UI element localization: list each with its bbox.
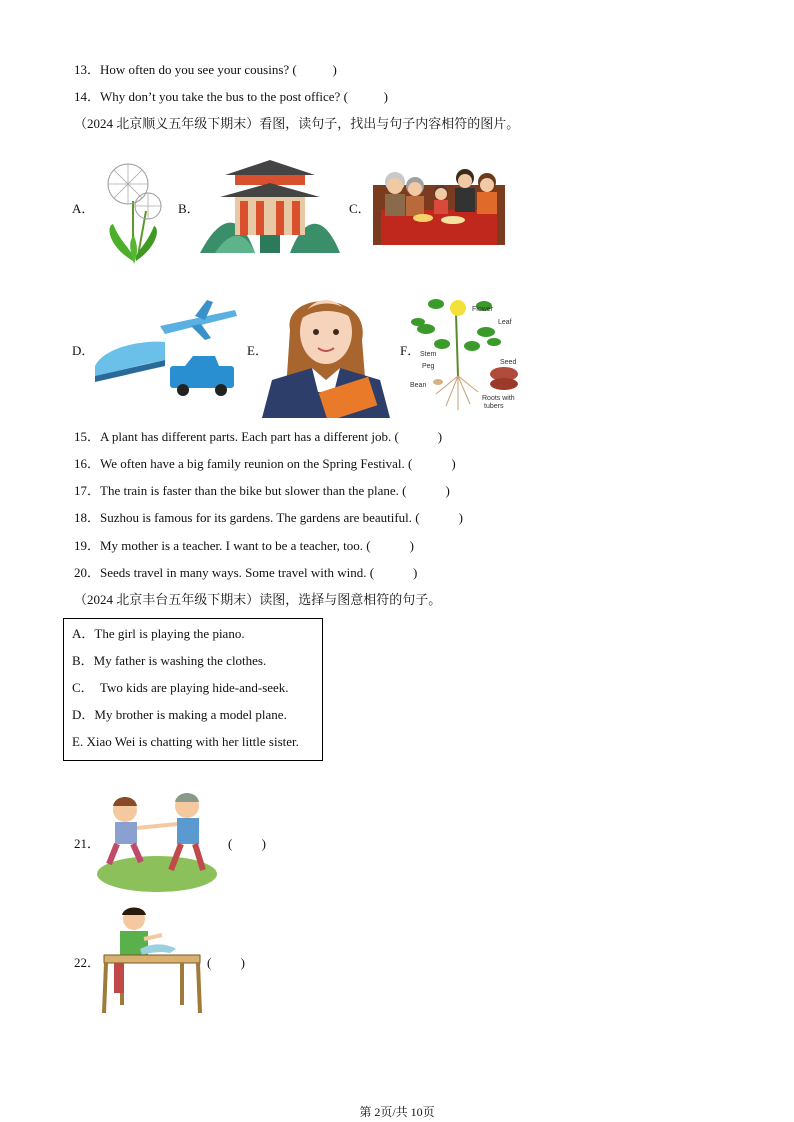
box-option-c: C． Two kids are playing hide-and-seek.: [72, 680, 289, 695]
options-box: [63, 618, 323, 761]
option-label-d: D．: [72, 343, 95, 358]
question-16: 16．We often have a big family reunion on the Spring Festival. ( ): [74, 456, 456, 471]
box-option-d: D．My brother is making a model plane.: [72, 707, 287, 722]
question-20: 20．Seeds travel in many ways. Some travel with wind. ( ): [74, 565, 418, 580]
label-seed: Seed: [500, 359, 517, 366]
option-label-e: E．: [247, 343, 268, 358]
pavilion-picture: [200, 155, 340, 255]
family-dinner-picture: [373, 160, 505, 245]
question-21-number: 21．: [74, 836, 101, 851]
page-footer: 第 2页/共 10页: [359, 1105, 435, 1119]
section-title-2: （2024 北京丰台五年级下期末）读图，选择与图意相符的句子。: [74, 592, 442, 607]
boy-model-plane-picture: [100, 905, 204, 1017]
box-option-b: B．My father is washing the clothes.: [72, 653, 267, 668]
label-tubers: tubers: [484, 403, 504, 410]
question-17: 17．The train is faster than the bike but slower than the plane. ( ): [74, 483, 450, 498]
question-22-number: 22．: [74, 955, 101, 970]
option-label-f: F．: [400, 343, 421, 358]
label-bean: Bean: [410, 382, 427, 389]
box-option-a: A．The girl is playing the piano.: [72, 626, 245, 641]
box-option-e: E. Xiao Wei is chatting with her little sister.: [72, 734, 299, 749]
question-13: 13．How often do you see your cousins? ( ): [74, 62, 337, 77]
option-label-c: C．: [349, 201, 371, 216]
option-label-a: A．: [72, 201, 95, 216]
transport-picture: [95, 296, 240, 396]
peanut-plant-diagram: [406, 284, 531, 414]
label-roots: Roots with: [482, 395, 515, 402]
label-leaf: Leaf: [498, 319, 512, 326]
teacher-picture: [262, 280, 392, 418]
option-label-b: B．: [178, 201, 200, 216]
question-19: 19．My mother is a teacher. I want to be a teacher, too. ( ): [74, 538, 414, 553]
label-flower: Flower: [472, 306, 494, 313]
question-15: 15．A plant has different parts. Each part has a different job. ( ): [74, 429, 443, 444]
question-18: 18．Suzhou is famous for its gardens. The gardens are beautiful. ( ): [74, 510, 463, 525]
label-peg: Peg: [422, 363, 435, 370]
kids-playing-picture: [97, 788, 219, 893]
question-14: 14．Why don’t you take the bus to the post office? ( ): [74, 89, 388, 104]
question-21-blank[interactable]: ( ): [228, 836, 266, 851]
section-title-1: （2024 北京顺义五年级下期末）看图，读句子，找出与句子内容相符的图片。: [74, 116, 520, 131]
dandelion-picture: [98, 146, 168, 266]
label-stem: Stem: [420, 351, 437, 358]
question-22-blank[interactable]: ( ): [207, 955, 245, 970]
